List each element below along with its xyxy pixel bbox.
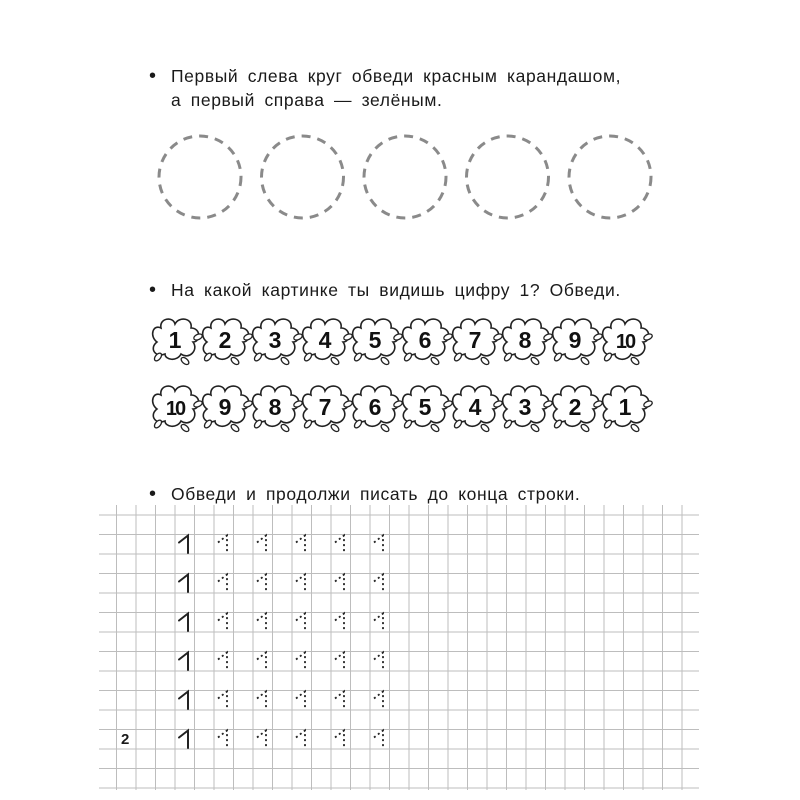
flower-number: 6 — [418, 327, 432, 353]
flower-number: 9 — [218, 394, 232, 420]
digit-1-dotted-trace[interactable] — [257, 653, 266, 671]
digit-1-dotted-trace[interactable] — [374, 614, 383, 632]
digit-1-dotted-trace[interactable] — [218, 692, 227, 710]
task-1-line-1: Первый слева круг обведи красным карандашом, — [171, 66, 622, 86]
flower-number: 9 — [568, 327, 582, 353]
digit-1-dotted-trace[interactable] — [335, 692, 344, 710]
digit-1-dotted-trace[interactable] — [218, 575, 227, 593]
flower-number: 2 — [218, 327, 232, 353]
flower-number: 1 — [168, 327, 182, 353]
digit-1-sample — [179, 692, 188, 710]
digit-1-dotted-trace[interactable] — [296, 731, 305, 749]
flower-number: 2 — [568, 394, 582, 420]
digit-1-dotted-trace[interactable] — [296, 614, 305, 632]
flower-number: 3 — [268, 327, 282, 353]
digit-1-dotted-trace[interactable] — [374, 731, 383, 749]
flower-number: 4 — [318, 327, 332, 353]
flower-number: 8 — [268, 394, 282, 420]
flower-number: 7 — [468, 327, 482, 353]
digit-1-dotted-trace[interactable] — [374, 692, 383, 710]
digit-1-dotted-trace[interactable] — [257, 731, 266, 749]
digit-1-sample — [179, 731, 188, 749]
digit-1-dotted-trace[interactable] — [374, 575, 383, 593]
digit-1-dotted-trace[interactable] — [218, 653, 227, 671]
digit-1-dotted-trace[interactable] — [335, 614, 344, 632]
digit-1-dotted-trace[interactable] — [374, 536, 383, 554]
digit-1-dotted-trace[interactable] — [257, 614, 266, 632]
digit-1-dotted-trace[interactable] — [257, 692, 266, 710]
digit-1-dotted-trace[interactable] — [257, 575, 266, 593]
bullet: • — [149, 65, 157, 87]
digit-1-dotted-trace[interactable] — [335, 536, 344, 554]
digit-1-dotted-trace[interactable] — [296, 692, 305, 710]
bullet: • — [149, 483, 157, 505]
task-2-line-1: На какой картинке ты видишь цифру 1? Обведи. — [171, 280, 621, 300]
flower-number: 4 — [468, 394, 482, 420]
digit-1-dotted-trace[interactable] — [296, 653, 305, 671]
flower-number: 5 — [368, 327, 382, 353]
digit-1-sample — [179, 653, 188, 671]
task-1-line-2: а первый справа — зелёным. — [171, 90, 443, 110]
digit-1-dotted-trace[interactable] — [218, 614, 227, 632]
digit-1-dotted-trace[interactable] — [257, 536, 266, 554]
bullet: • — [149, 279, 157, 301]
page-number: 2 — [121, 731, 130, 748]
flower-number: 10 — [615, 331, 635, 353]
flower-number: 8 — [518, 327, 532, 353]
digit-1-dotted-trace[interactable] — [218, 536, 227, 554]
digit-1-dotted-trace[interactable] — [296, 575, 305, 593]
digit-1-dotted-trace[interactable] — [335, 575, 344, 593]
flower-number: 6 — [368, 394, 382, 420]
flower-number: 7 — [318, 394, 332, 420]
digit-1-dotted-trace[interactable] — [335, 731, 344, 749]
digit-1-sample — [179, 614, 188, 632]
digit-1-dotted-trace[interactable] — [218, 731, 227, 749]
flower-number: 10 — [165, 398, 185, 420]
task-3-line-1: Обведи и продолжи писать до конца строки. — [171, 484, 581, 504]
digit-1-dotted-trace[interactable] — [335, 653, 344, 671]
flower-number: 5 — [418, 394, 432, 420]
digit-1-sample — [179, 575, 188, 593]
digit-1-dotted-trace[interactable] — [296, 536, 305, 554]
digit-1-dotted-trace[interactable] — [374, 653, 383, 671]
digit-1-sample — [179, 536, 188, 554]
flower-number: 1 — [618, 394, 632, 420]
flower-number: 3 — [518, 394, 532, 420]
